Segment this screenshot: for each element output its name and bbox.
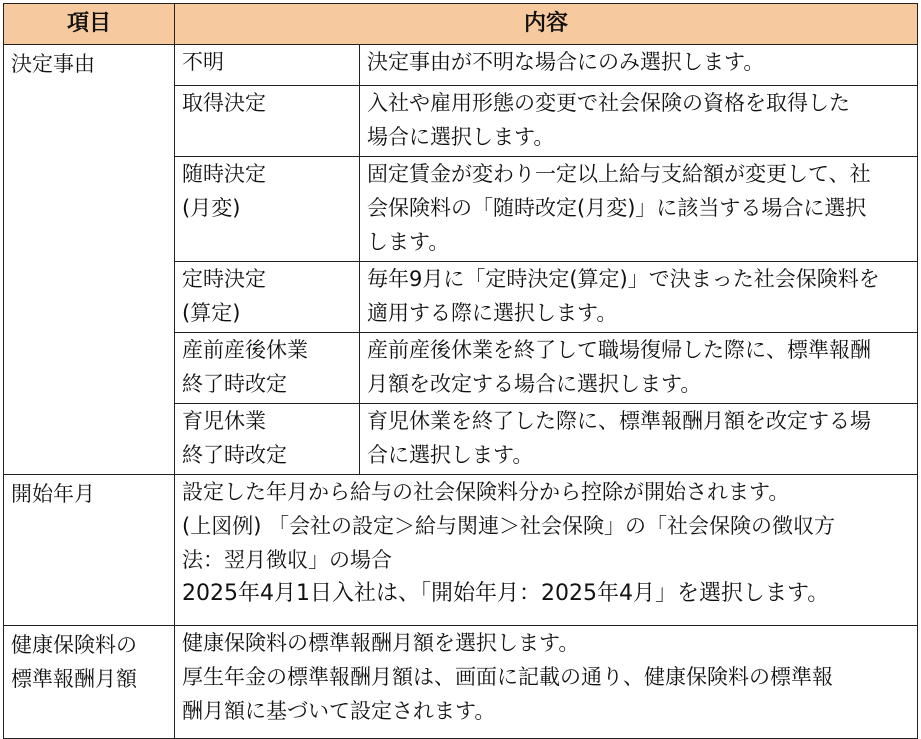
header-content: 内容 [175,4,918,45]
table-row [4,475,918,626]
settings-table [3,3,918,739]
header-row [4,4,918,45]
health-desc: 健康保険料の標準報酬月額を選択します。 厚生年金の標準報酬月額は、画面に記載の通り、健康保険料の標準報 酬月額に基づいて設定されます。 [175,626,918,739]
reason-label: 決定事由 [4,45,175,475]
sub-name: 定時決定 (算定) [175,262,360,333]
sub-name: 随時決定 (月変) [175,157,360,262]
sub-desc: 毎年9月に「定時決定(算定)」で決まった社会保険料を 適用する際に選択します。 [360,262,918,333]
sub-desc: 入社や雇用形態の変更で社会保険の資格を取得した 場合に選択します。 [360,86,918,157]
sub-desc: 固定賃金が変わり一定以上給与支給額が変更して、社 会保険料の「随時改定(月変)」に該当する場合に選択 します。 [360,157,918,262]
start-label: 開始年月 [4,475,175,626]
health-label: 健康保険料の 標準報酬月額 [4,626,175,739]
sub-name: 取得決定 [175,86,360,157]
sub-desc: 決定事由が不明な場合にのみ選択します。 [360,45,918,86]
sub-desc: 産前産後休業を終了して職場復帰した際に、標準報酬 月額を改定する場合に選択します。 [360,333,918,404]
table-row [4,45,918,86]
sub-name: 育児休業 終了時改定 [175,404,360,475]
sub-desc: 育児休業を終了した際に、標準報酬月額を改定する場 合に選択します。 [360,404,918,475]
table-row [4,626,918,739]
start-desc: 設定した年月から給与の社会保険料分から控除が開始されます。 (上図例) 「会社の設定＞給与関連＞社会保険」の「社会保険の徴収方 法：翌月徴収」の場合 2025年4月1日入社は、「開始年月：2025年4月」を選択します。 [175,475,918,626]
sub-name: 不明 [175,45,360,86]
header-item: 項目 [4,4,175,45]
sub-name: 産前産後休業 終了時改定 [175,333,360,404]
